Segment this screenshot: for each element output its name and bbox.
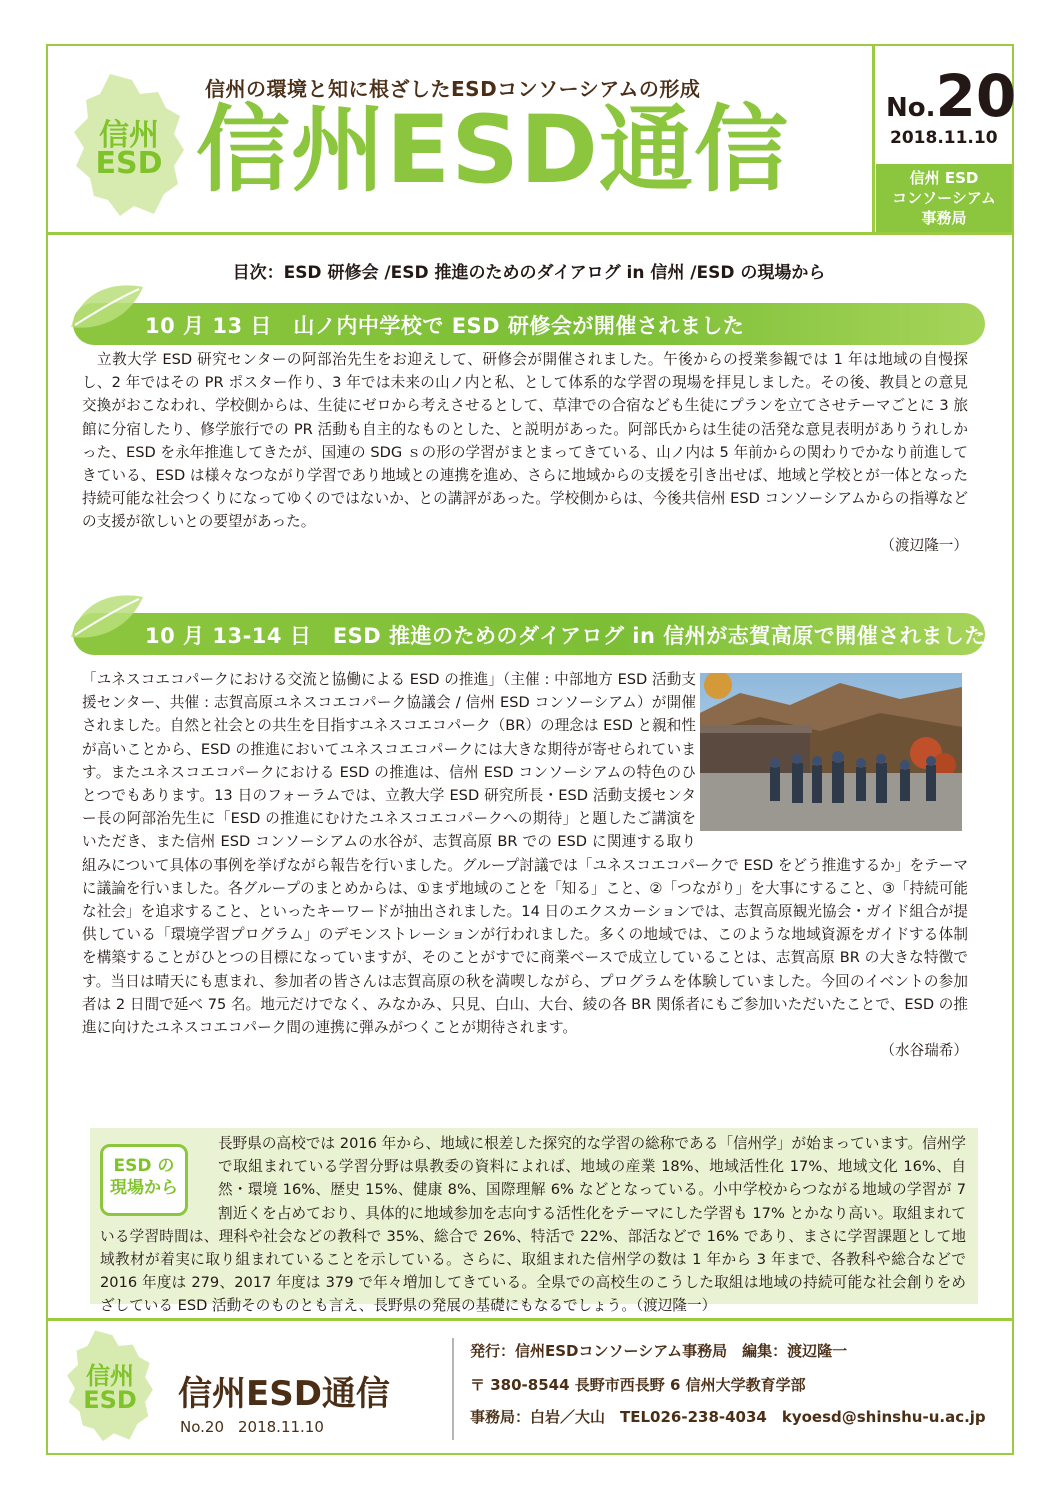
- masthead-subtitle: 信州の環境と知に根ざしたESDコンソーシアムの形成: [205, 77, 701, 101]
- masthead-logo: [70, 70, 188, 218]
- esd-genba-box: [90, 1128, 978, 1315]
- article2-heading: 10 月 13-14 日 ESD 推進のためのダイアログ in 信州が志賀高原で開催されました: [145, 624, 986, 648]
- secretariat-line: 事務局: [921, 209, 967, 227]
- article2-text: 「ユネスコエコパークにおける交流と協働による ESD の推進」（主催 : 中部地方 ESD 活動支援センター、共催 : 志賀高原ユネスコエコパーク協議会 / 信州 ESD コンソーシアム）が開催されました。自然と社会との共生を目指すユネスコエコパーク（BR）の理念は ESD と親和性が高いことから、ESD の推進においてユネスコエコパークには大きな期待が寄せられています。またユネスコエコパークにおける ESD の推進は、信州 ESD コンソーシアムの特色のひとつでもあります。13 日のフォーラムでは、立教大学 ESD 研究所長・ESD 活動支援センター長の阿部治先生に「ESD の推進にむけたユネスコエコパークへの期待」と題したご講演をいただき、また信州 ESD コンソーシアムの水谷が、志賀高原 BR での ESD に関連する取り組みについて具体の事例を挙げながら報告を行いました。グループ討議では「ユネスコエコパークで ESD をどう推進するか」をテーマに議論を行いました。各グループのまとめからは、①まず地域のことを「知る」こと、②「つながり」を大事にすること、③「持続可能な社会」を追求すること、といったキーワードが抽出されました。14 日のエクスカーションでは、志賀高原観光協会・ガイド組合が提供している「環境学習プログラム」のデモンストレーションが行われました。多くの地域では、このような地域資源をガイドする体制を構築することがひとつの目標になっていますが、そのことがすでに商業ベースで成立していることは、志賀高原 BR の大きな特徴です。当日は晴天にも恵まれ、参加者の皆さんは志賀高原の秋を満喫しながら、プログラムを体験していました。今回のイベントの参加者は 2 日間で延べ 75 名。地元だけでなく、みなかみ、只見、白山、大台、綾の各 BR 関係者にもご参加いただいたことで、ESD の推進に向けたユネスコエコパーク間の連携に弾みがつくことが期待されます。: [82, 671, 968, 1037]
- issue-label: No.: [886, 93, 936, 123]
- issue-date: 2018.11.10: [890, 128, 998, 148]
- article1-text: 立教大学 ESD 研究センターの阿部治先生をお迎えして、研修会が開催されました。午後からの授業参観では 1 年は地域の自慢探し、2 年ではその PR ポスター作り、3 年では未来の山ノ内と私、として体系的な学習の現場を拝見しました。その後、教員との意見交換がおこなわれ、学校側からは、生徒にゼロから考えさせるとして、草津での合宿なども生徒にプランを立てさせテーマごとに 3 旅館に分宿したり、修学旅行での PR 活動も自主的なものとした、と説明があった。阿部氏からは生徒の活発な意見表明がありうれしかった、ESD を永年推進してきたが、国連の SDG ｓの形の学習がまとまってきている、山ノ内は 5 年前からの関わりでかなり前進してきている、ESD は様々なつながり学習であり地域との連携を進め、さらに地域からの支援を引き出せば、地域と学校とが一体となった持続可能な社会つくりになってゆくのではないか、との講評があった。学校側からは、今後共信州 ESD コンソーシアムからの指導などの支援が欲しいとの要望があった。: [82, 351, 968, 531]
- header-divider-horizontal: [46, 232, 1014, 235]
- header-divider-vertical: [872, 44, 875, 234]
- secretariat-line: コンソーシアム: [892, 189, 996, 207]
- article1-heading: 10 月 13 日 山ノ内中学校で ESD 研修会が開催されました: [145, 314, 745, 338]
- footer-issue-number: No.20: [180, 1418, 224, 1436]
- footer-logo: [64, 1326, 156, 1444]
- article2-author: （水谷瑞希）: [880, 1042, 968, 1060]
- secretariat-line: 信州 ESD: [909, 169, 979, 187]
- footer-address: 〒 380-8544 長野市西長野 6 信州大学教育学部: [470, 1376, 806, 1394]
- footer-issue-date: 2018.11.10: [238, 1418, 324, 1436]
- esd-genba-badge: [100, 1144, 188, 1216]
- issue-number-value: 20: [935, 62, 1017, 130]
- footer-logo-text-esd: ESD: [83, 1386, 137, 1414]
- footer-vertical-line: [452, 1338, 454, 1440]
- leaf-icon: [67, 281, 147, 333]
- article1-body: [82, 348, 968, 557]
- issue-number: [886, 62, 1016, 130]
- footer-publisher: 発行：信州ESDコンソーシアム事務局 編集：渡辺隆一: [470, 1342, 848, 1360]
- footer-issue: [180, 1418, 324, 1436]
- logo-text-shinshu: 信州: [99, 118, 159, 153]
- secretariat-badge: [876, 164, 1012, 232]
- footer-logo-text-shinshu: 信州: [86, 1362, 134, 1390]
- esd-genba-text: 長野県の高校では 2016 年から、地域に根差した探究的な学習の総称である「信州学」が始まっています。信州学で取組まれている学習分野は県教委の資料によれば、地域の産業 18%、地域活性化 17%、地域文化 16%、自然・環境 16%、歴史 15%、健康 8%、国際理解 6% などとなっている。小中学校からつながる地域の学習が 7 割近くを占めており、具体的に地域参加を志向する活性化をテーマにした学習も 17% とかなり高い。取組まれている学習時間は、理科や社会などの教科で 35%、総合で 26%、特活で 22%、部活などで 16% であり、まさに学習課題として地域教材が着実に取り組まれていることを示している。さらに、取組まれた信州学の数は 1 年から 3 年まで、各教科や総合などで 2016 年度は 279、2017 年度は 379 で年々増加してきている。全県での高校生のこうした取組は地域の持続可能な社会創りをめざしている ESD 活動そのものとも言え、長野県の発展の基礎にもなるでしょう。（渡辺隆一）: [100, 1135, 966, 1315]
- logo-text-esd: ESD: [95, 146, 163, 181]
- footer-divider: [46, 1318, 1014, 1321]
- esd-genba-badge-line2: 現場から: [110, 1178, 178, 1198]
- leaf-icon: [67, 591, 147, 643]
- esd-genba-text-block: [100, 1132, 966, 1318]
- footer-title: 信州ESD通信: [178, 1374, 390, 1414]
- esd-genba-badge-line1: ESD の: [113, 1156, 175, 1176]
- table-of-contents: 目次：ESD 研修会 /ESD 推進のためのダイアログ in 信州 /ESD の現場から: [232, 263, 826, 283]
- masthead-title: 信州ESD通信: [196, 96, 789, 205]
- article2-body: [82, 668, 968, 1062]
- article2-heading-bar: [73, 613, 985, 655]
- footer-contact: 事務局：白岩／大山 TEL026-238-4034 kyoesd@shinshu-u.ac.jp: [470, 1408, 986, 1426]
- article1-heading-bar: [73, 303, 985, 345]
- article1-author: （渡辺隆一）: [880, 536, 968, 554]
